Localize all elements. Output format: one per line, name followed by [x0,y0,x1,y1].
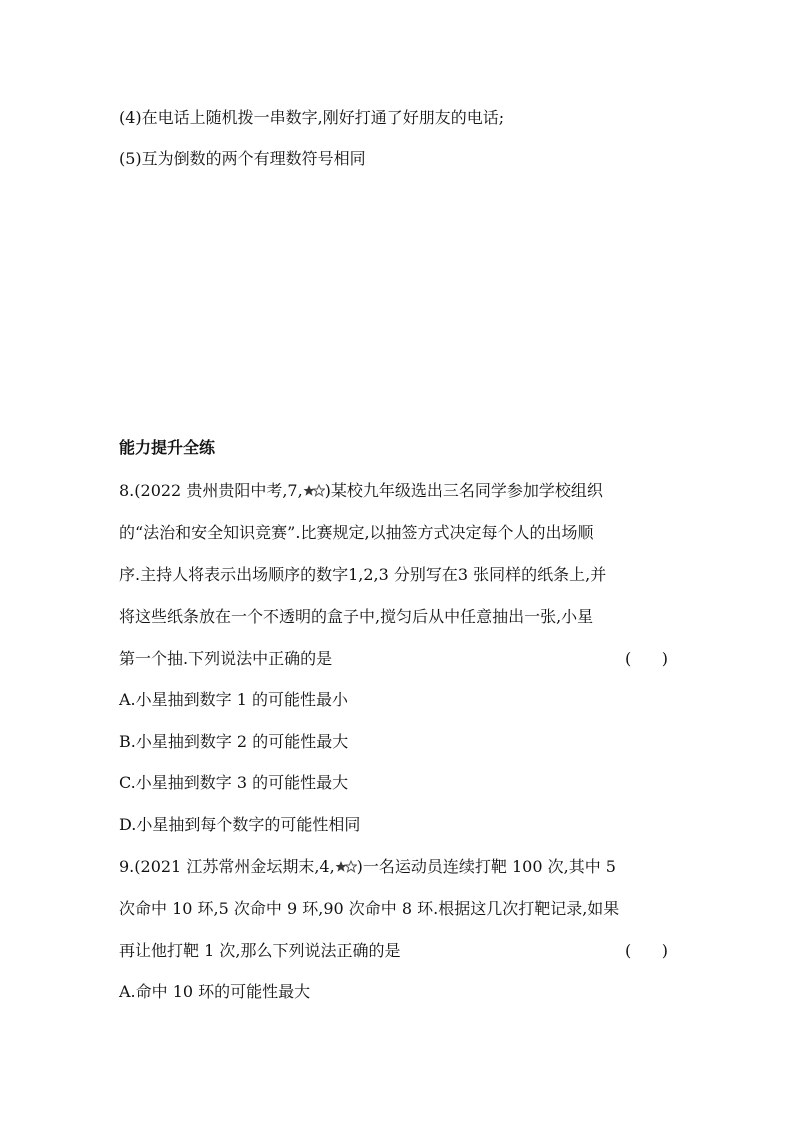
question-8-source: 8.(2022 贵州贵阳中考,7, [119,481,303,500]
section-title: 能力提升全练 [119,438,216,457]
question-8-line-4: 将这些纸条放在一个不透明的盒子中,搅匀后从中任意抽出一张,小星 [119,607,594,626]
question-8-stem-start: )某校九年级选出三名同学参加学校组织 [324,481,603,500]
question-8-answer-blank: ( ) [625,649,668,668]
question-8-line-1 [119,480,603,502]
question-9-line-1 [119,856,616,878]
two-star-difficulty-icon [303,482,325,496]
question-9-source: 9.(2021 江苏常州金坛期末,4, [119,857,335,876]
question-9-line-2: 次命中 10 环,5 次命中 9 环,90 次命中 8 环.根据这几次打靶记录,如果 [119,899,620,918]
question-8-option-b: B.小星抽到数字 2 的可能性最大 [119,732,349,751]
question-8-option-c: C.小星抽到数字 3 的可能性最大 [119,773,349,792]
question-8-option-d: D.小星抽到每个数字的可能性相同 [119,815,361,834]
question-9-answer-blank: ( ) [625,941,668,960]
question-9-line-3: 再让他打靶 1 次,那么下列说法正确的是 [119,941,401,960]
question-8-line-2: 的“法治和安全知识竞赛”.比赛规定,以抽签方式决定每个人的出场顺 [119,523,594,542]
question-8-line-3: 序.主持人将表示出场顺序的数字1,2,3 分别写在3 张同样的纸条上,并 [119,565,607,584]
question-8-option-a: A.小星抽到数字 1 的可能性最小 [119,690,348,709]
previous-item-5: (5)互为倒数的两个有理数符号相同 [119,149,366,168]
question-9-option-a: A.命中 10 环的可能性最大 [119,982,311,1001]
two-star-difficulty-icon [335,858,357,872]
question-8-line-5: 第一个抽.下列说法中正确的是 [119,649,333,668]
question-9-stem-start: )一名运动员连续打靶 100 次,其中 5 [356,857,616,876]
previous-item-4: (4)在电话上随机拨一串数字,刚好打通了好朋友的电话; [119,108,505,127]
